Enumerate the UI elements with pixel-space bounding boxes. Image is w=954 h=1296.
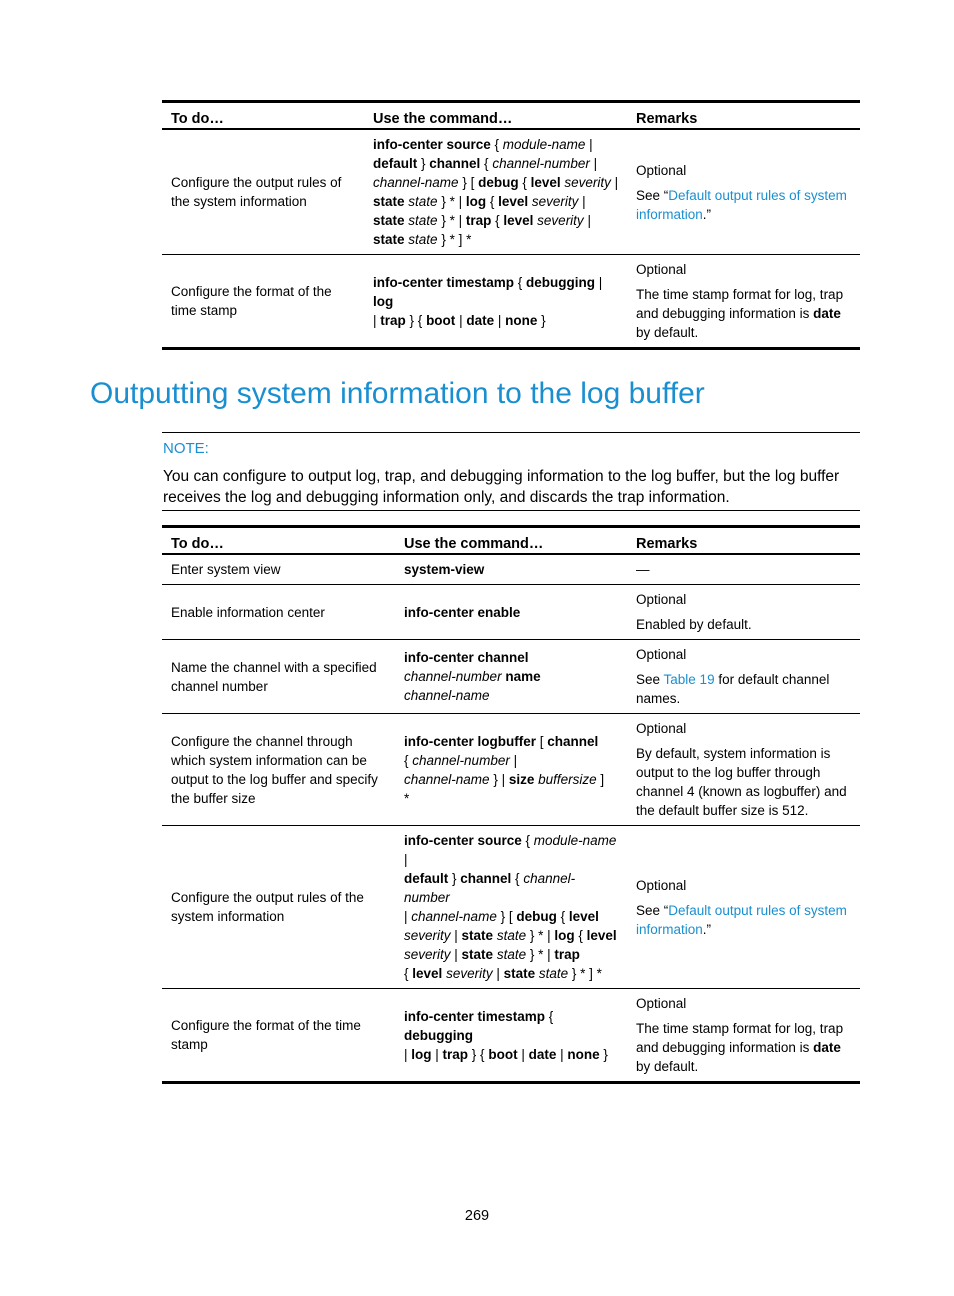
todo-cell: Configure the format of the time stamp (162, 989, 395, 1083)
remarks-cell (627, 989, 860, 1083)
keyword: info-center logbuffer (404, 733, 536, 749)
remarks-cell (627, 129, 860, 255)
keyword: channel (460, 871, 512, 886)
remark-paragraph: Optional (636, 996, 687, 1011)
keyword: debugging (404, 1027, 473, 1043)
argument: channel-name (404, 771, 490, 787)
remark-paragraph: Optional (636, 647, 687, 662)
header-remarks: Remarks (627, 527, 860, 555)
table-row (162, 826, 860, 989)
todo-cell: Configure the format of the time stamp (162, 255, 364, 349)
page-number: 269 (464, 1208, 490, 1224)
remark-paragraph: See “Default output rules of system information.” (636, 187, 847, 222)
todo-cell: Enable information center (162, 585, 395, 640)
command-cell: info-center source { module-name | default } channel { channel-number | channel-name } [ debug { level severity | state state } * | log { level severity | state state } * | trap { level severity | state state } * ] * (364, 129, 627, 255)
remark-paragraph: Optional (636, 262, 687, 277)
keyword: system-view (404, 562, 485, 577)
argument: channel-name (404, 688, 490, 703)
keyword: level (530, 175, 561, 190)
keyword: default (404, 871, 449, 886)
argument: state (496, 928, 527, 943)
argument: state (538, 966, 569, 981)
command-cell: info-center logbuffer [ channel { channel-number | channel-name } | size buffersize ] * (395, 714, 627, 826)
remarks-cell (627, 714, 860, 826)
keyword: trap (465, 213, 492, 228)
argument: severity (404, 947, 451, 962)
remark-paragraph: Optional (636, 162, 687, 178)
keyword: date (813, 1040, 841, 1055)
header-remarks: Remarks (627, 102, 860, 130)
remarks-cell (627, 585, 860, 640)
remark-paragraph: See “Default output rules of system information.” (636, 902, 847, 937)
argument: channel-name (373, 175, 459, 190)
remarks-cell (627, 826, 860, 989)
keyword: level (586, 928, 617, 943)
todo-cell: Name the channel with a specified channel number (162, 640, 395, 714)
todo-cell: Enter system view (162, 554, 395, 585)
keyword: log (411, 1046, 432, 1062)
remarks-cell (627, 640, 860, 714)
header-todo: To do… (162, 527, 395, 555)
argument: channel-number (492, 156, 590, 171)
command-table-2 (162, 525, 860, 1084)
remarks-cell (627, 255, 860, 349)
keyword: level (503, 213, 534, 228)
note-divider-bottom (162, 510, 860, 511)
table-row (162, 585, 860, 640)
argument: state (408, 213, 438, 228)
command-table-1 (162, 100, 860, 350)
remark-paragraph: Optional (636, 592, 687, 607)
keyword: state (373, 194, 405, 209)
todo-cell: Configure the output rules of the system information (162, 129, 364, 255)
keyword: info-center source (373, 137, 491, 152)
keyword: level (498, 194, 529, 209)
argument: channel-name (411, 909, 497, 924)
argument: state (408, 232, 438, 247)
remark-paragraph: The time stamp format for log, trap and debugging information is date by default. (636, 287, 844, 340)
argument: module-name (533, 833, 617, 848)
table-row (162, 989, 860, 1083)
keyword: log (373, 293, 394, 309)
argument: state (496, 947, 527, 962)
keyword: channel (429, 156, 481, 171)
header-todo: To do… (162, 102, 364, 130)
command-cell: info-center source { module-name | default } channel { channel-number | channel-name } [ debug { level severity | state state } * | log { level severity | state state } * | trap { level severity | state state } * ] * (395, 826, 627, 989)
keyword: level (412, 966, 443, 981)
keyword: state (373, 232, 405, 247)
argument: severity (446, 966, 493, 981)
todo-cell: Configure the channel through which system information can be output to the log buffer and specify the buffer size (162, 714, 395, 826)
argument: channel-number (404, 871, 576, 905)
table-row (162, 714, 860, 826)
keyword: info-center timestamp (373, 274, 515, 290)
note-divider-top (162, 432, 860, 433)
cross-reference-link[interactable]: Default output rules of system information (636, 902, 847, 937)
keyword: date (813, 306, 841, 321)
keyword: none (567, 1046, 600, 1062)
keyword: boot (426, 312, 456, 328)
remark-paragraph: Enabled by default. (636, 617, 752, 632)
keyword: debugging (526, 274, 596, 290)
keyword: state (461, 947, 494, 962)
argument: buffersize (538, 771, 597, 787)
keyword: size (508, 771, 535, 787)
remark-paragraph: The time stamp format for log, trap and debugging information is date by default. (636, 1021, 844, 1074)
argument: severity (404, 928, 451, 943)
table-row (162, 255, 860, 349)
keyword: state (373, 213, 405, 228)
cross-reference-link[interactable]: Table 19 (663, 672, 715, 687)
table-row (162, 640, 860, 714)
table-row (162, 554, 860, 585)
argument: severity (531, 194, 579, 209)
keyword: trap (442, 1046, 469, 1062)
argument: channel-number (412, 752, 510, 768)
remark-paragraph: Optional (636, 721, 687, 736)
keyword: none (505, 312, 538, 328)
keyword: boot (488, 1046, 518, 1062)
keyword: debug (478, 175, 519, 190)
keyword: default (373, 156, 418, 171)
command-cell (395, 554, 627, 585)
table-row (162, 129, 860, 255)
remark-paragraph: By default, system information is output to the log buffer through channel 4 (known as logbuffer) and the default buffer size is 512. (636, 746, 847, 818)
command-cell (395, 640, 627, 714)
section-title: Outputting system information to the log buffer (90, 377, 705, 410)
keyword: log (554, 928, 575, 943)
command-cell (395, 585, 627, 640)
keyword: date (466, 312, 495, 328)
cross-reference-link[interactable]: Default output rules of system information (636, 187, 847, 222)
remark-paragraph: — (636, 562, 650, 577)
keyword: debug (516, 909, 557, 924)
keyword: name (505, 669, 541, 684)
command-cell: info-center timestamp { debugging | log | trap } { boot | date | none } (395, 989, 627, 1083)
keyword: trap (554, 947, 580, 962)
keyword: info-center enable (404, 604, 521, 620)
header-command: Use the command… (395, 527, 627, 555)
remark-paragraph: See Table 19 for default channel names. (636, 672, 830, 706)
keyword: log (465, 194, 487, 209)
argument: module-name (502, 137, 586, 152)
keyword: state (503, 966, 536, 981)
argument: channel-number (404, 669, 502, 684)
argument: severity (564, 175, 611, 190)
todo-cell: Configure the output rules of the system information (162, 826, 395, 989)
keyword: channel (547, 733, 599, 749)
keyword: level (568, 909, 599, 924)
header-command: Use the command… (364, 102, 627, 130)
keyword: trap (380, 312, 406, 328)
keyword: info-center channel (404, 650, 529, 665)
remark-paragraph: Optional (636, 877, 687, 893)
argument: severity (537, 213, 584, 228)
note-text: You can configure to output log, trap, and debugging information to the log buffer, but the log buffer receives the log and debugging information only, and discards the trap information. (163, 468, 840, 506)
keyword: info-center timestamp (404, 1008, 546, 1024)
argument: state (408, 194, 438, 209)
remarks-cell (627, 554, 860, 585)
keyword: date (528, 1046, 557, 1062)
note-label: NOTE: (163, 440, 209, 457)
command-cell: info-center timestamp { debugging | log | trap } { boot | date | none } (364, 255, 627, 349)
keyword: state (461, 928, 494, 943)
keyword: info-center source (404, 833, 522, 848)
